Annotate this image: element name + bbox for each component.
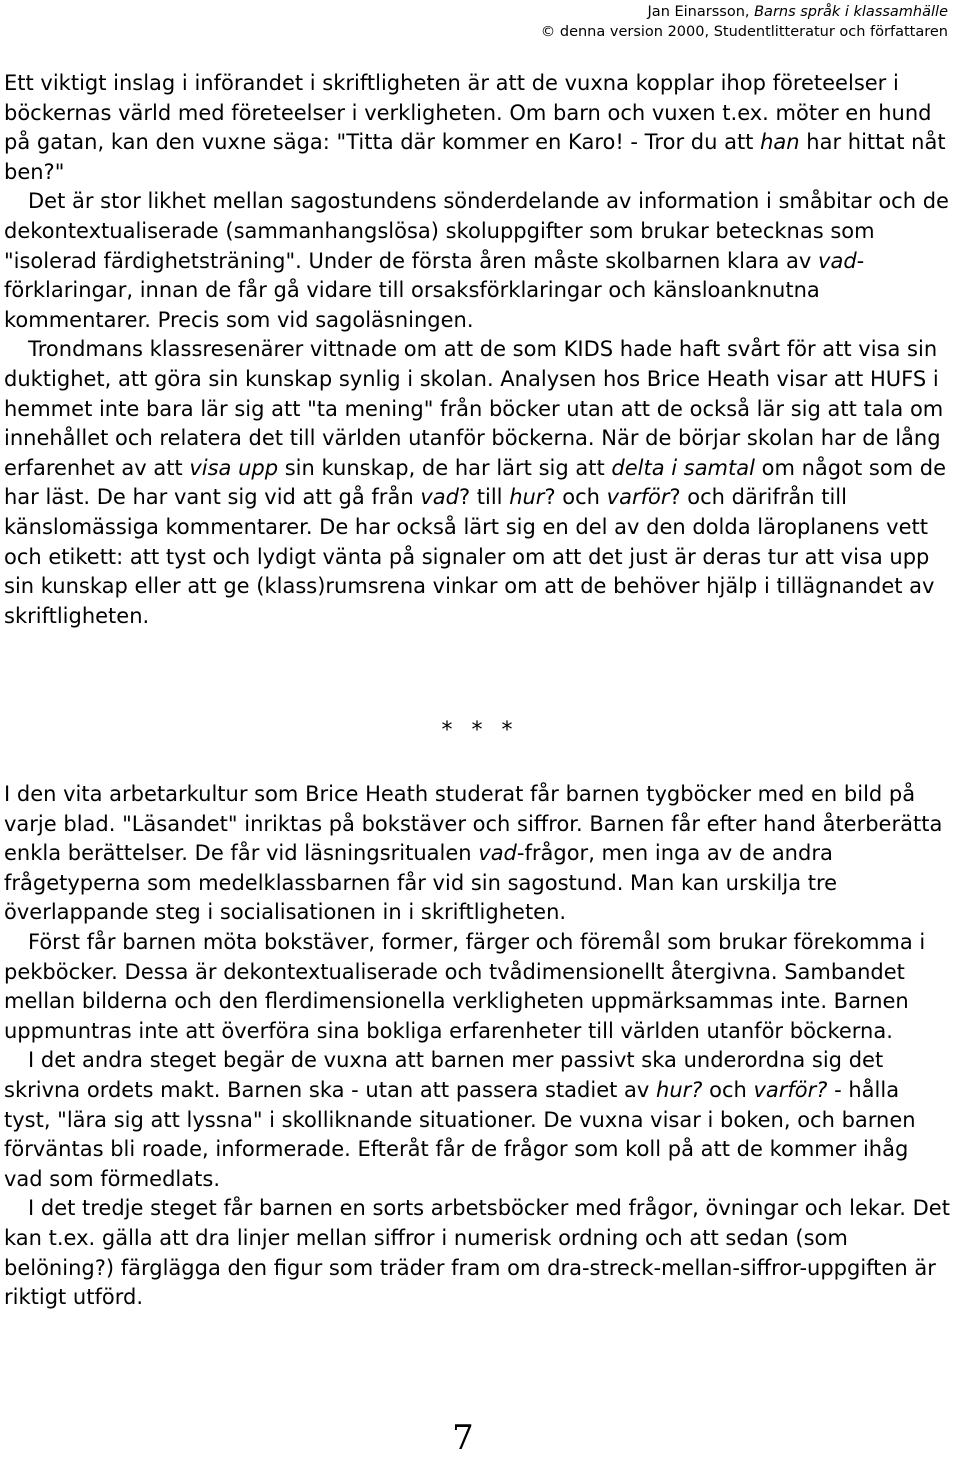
text-run: om något som de har läst. De har vant sig vid att gå från [4,455,947,510]
paragraph-a3 [4,335,952,631]
emphasis: vad [420,485,459,510]
text-run: Det är stor likhet mellan sagostundens sönderdelande av information i småbitar och de dekontextualiserade (sammanhangslösa) skoluppgifter som brukar betecknas som "isolerad färdighetsträning". Under de första åren måste skolbarnen klara av [4,189,949,273]
text-run: sin kunskap, de har lärt sig att [278,455,612,480]
paragraph-b3 [4,1046,952,1194]
emphasis: varför? [753,1077,828,1102]
page-header [541,2,948,42]
text-run: -frågor, men inga av de andra frågetyperna som medelklassbarnen får vid sin sagostund. Man kan urskilja tre överlappande steg i socialisationen in i skriftligheten. [4,841,838,925]
header-book-title: Barns språk i klassamhälle [754,4,948,20]
page-number: 7 [452,1418,474,1458]
paragraph-b1 [4,780,952,928]
body-section-a [4,69,952,631]
text-run: ? och [544,485,607,510]
text-run: ? till [458,485,510,510]
emphasis: vad [818,248,857,273]
text-run: och [702,1077,754,1102]
text-run: I den vita arbetarkultur som Brice Heath studerat får barnen tygböcker med en bild på varje blad. "Läsandet" inriktas på bokstäver och siffror. Barnen får efter hand återberätta enkla berättelser. De får vid läsningsritualen [4,782,943,866]
paragraph-b4: I det tredje steget får barnen en sorts arbetsböcker med frågor, övningar och lekar. Det kan t.ex. gälla att dra linjer mellan siffror i numerisk ordning och att sedan (som belöning?) färglägga den figur som träder fram om dra-streck-mellan-siffror-uppgiften är riktigt utförd. [4,1196,950,1310]
header-citation [541,2,948,22]
text-run: - hålla tyst, "lära sig att lyssna" i skolliknande situationer. De vuxna visar i boken, och barnen förväntas bli roade, informerade. Efteråt får de frågor som koll på att de kommer ihåg vad som förmedlats. [4,1077,916,1191]
emphasis: hur? [656,1077,703,1102]
section-separator: * * * [441,718,519,743]
paragraph-a2 [4,187,952,335]
emphasis: varför [606,485,670,510]
header-author: Jan Einarsson, [647,4,755,20]
text-run: -förklaringar, innan de får gå vidare till orsaksförklaringar och känsloanknutna kommentarer. Precis som vid sagoläsningen. [4,248,865,332]
text-run: Trondmans klassresenärer vittnade om att de som KIDS hade haft svårt för att visa sin duktighet, att göra sin kunskap synlig i skolan. Analysen hos Brice Heath visar att HUFS i hemmet inte bara lär sig att "ta mening" från böcker utan att de också lär sig att tala om innehållet och relatera det till världen utanför böckerna. När de börjar skolan har de lång erfarenhet av att [4,337,944,480]
body-section-b [4,780,952,1313]
emphasis: hur [509,485,545,510]
text-run: ? och därifrån till känslomässiga kommentarer. De har också lärt sig en del av den dolda läroplanens vett och etikett: att tyst och lydigt vänta på signaler om att det just är deras tur att visa upp sin kunskap eller att ge (klass)rumsrena vinkar om att de behöver hjälp i tillägnandet av skriftligheten. [4,485,935,628]
emphasis: vad [478,841,517,866]
emphasis: visa upp [189,455,279,480]
header-copyright: © denna version 2000, Studentlitteratur och författaren [540,24,948,40]
emphasis: delta i samtal [611,455,755,480]
paragraph-a1 [4,69,952,187]
text-run: har hittat nåt ben?" [4,130,946,184]
text-run: Ett viktigt inslag i införandet i skriftligheten är att de vuxna kopplar ihop företeelser i böckernas värld med företeelser i verkligheten. Om barn och vuxen t.ex. möter en hund på gatan, kan den vuxne säga: "Titta där kommer en Karo! - Tror du att [4,71,932,155]
paragraph-b2: Först får barnen möta bokstäver, former, färger och föremål som brukar förekomma i pekböcker. Dessa är dekontextualiserade och tvådimensionellt återgivna. Sambandet mellan bilderna och den flerdimensionella verkligheten uppmärksammas inte. Barnen uppmuntras inte att överföra sina bokliga erfarenheter till världen utanför böckerna. [4,929,926,1043]
text-run: I det andra steget begär de vuxna att barnen mer passivt ska underordna sig det skrivna ordets makt. Barnen ska - utan att passera stadiet av [4,1048,884,1102]
emphasis: han [760,130,800,155]
